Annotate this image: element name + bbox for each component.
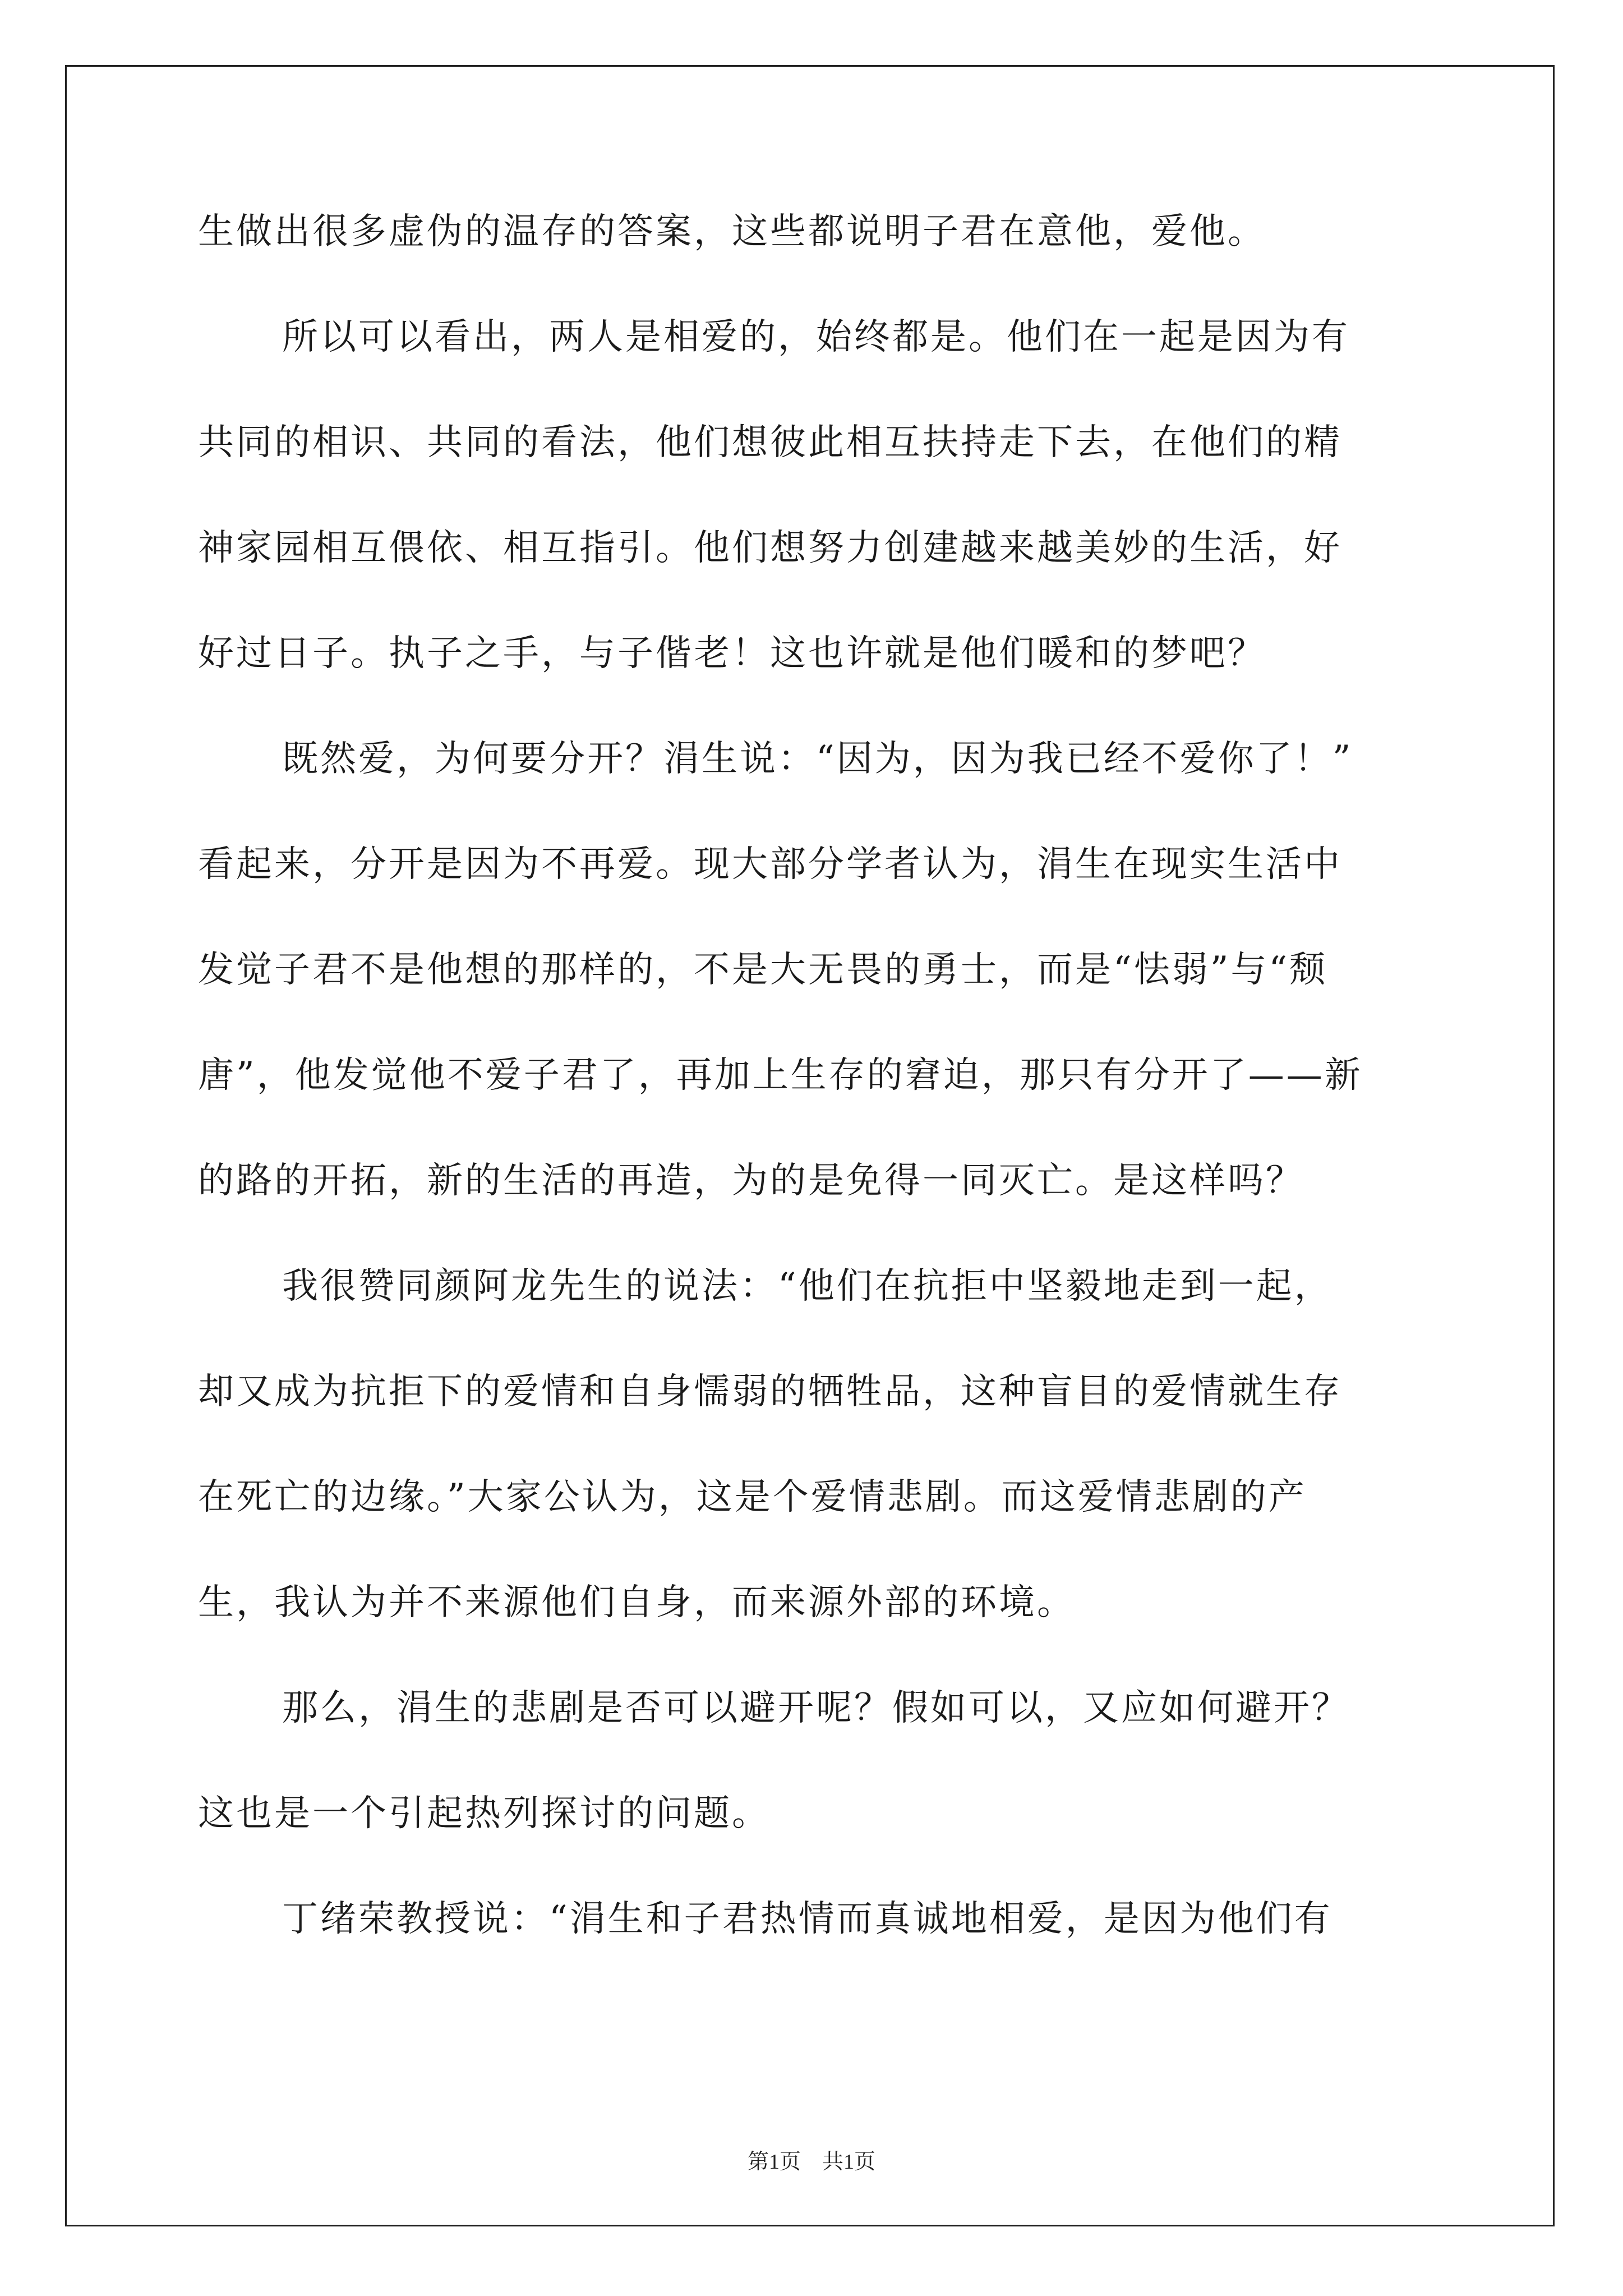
paragraph-first-line: 既然爱，为何要分开？涓生说：“因为，因为我已经不爱你了！” [282, 738, 1353, 780]
page-footer: 第1页 共1页 [747, 2150, 875, 2174]
text-line: 生做出很多虚伪的温存的答案，这些都说明子君在意他，爱他。 [198, 211, 1266, 252]
text-line: 这也是一个引起热列探讨的问题。 [198, 1793, 770, 1834]
paragraph-first-line: 所以可以看出，两人是相爱的，始终都是。他们在一起是因为有 [282, 316, 1350, 358]
paragraph-first-line: 那么，涓生的悲剧是否可以避开呢？假如可以，又应如何避开？ [282, 1687, 1350, 1729]
text-line: 在死亡的边缘。”大家公认为，这是个爱情悲剧。而这爱情悲剧的产 [198, 1476, 1307, 1518]
text-line: 的路的开拓，新的生活的再造，为的是免得一同灭亡。是这样吗？ [198, 1160, 1304, 1202]
text-line: 共同的相识、共同的看法，他们想彼此相互扶持走下去，在他们的精 [198, 422, 1342, 463]
document-body [198, 208, 1432, 2000]
text-line: 发觉子君不是他想的那样的，不是大无畏的勇士，而是“怯弱”与“颓 [198, 949, 1328, 991]
text-line: 生，我认为并不来源他们自身，而来源外部的环境。 [198, 1582, 1075, 1623]
text-line: 神家园相互偎依、相互指引。他们想努力创建越来越美妙的生活，好 [198, 527, 1342, 569]
text-line: 却又成为抗拒下的爱情和自身懦弱的牺牲品，这种盲目的爱情就生存 [198, 1371, 1342, 1412]
text-line: 看起来，分开是因为不再爱。现大部分学者认为，涓生在现实生活中 [198, 844, 1342, 885]
paragraph-first-line: 丁绪荣教授说：“涓生和子君热情而真诚地相爱，是因为他们有 [282, 1898, 1332, 1940]
text-line: 好过日子。执子之手，与子偕老！这也许就是他们暖和的梦吧？ [198, 633, 1266, 674]
paragraph-first-line: 我很赞同颜阿龙先生的说法：“他们在抗拒中坚毅地走到一起， [282, 1266, 1332, 1307]
text-line: 唐”，他发觉他不爱子君了，再加上生存的窘迫，那只有分开了——新 [198, 1055, 1363, 1096]
